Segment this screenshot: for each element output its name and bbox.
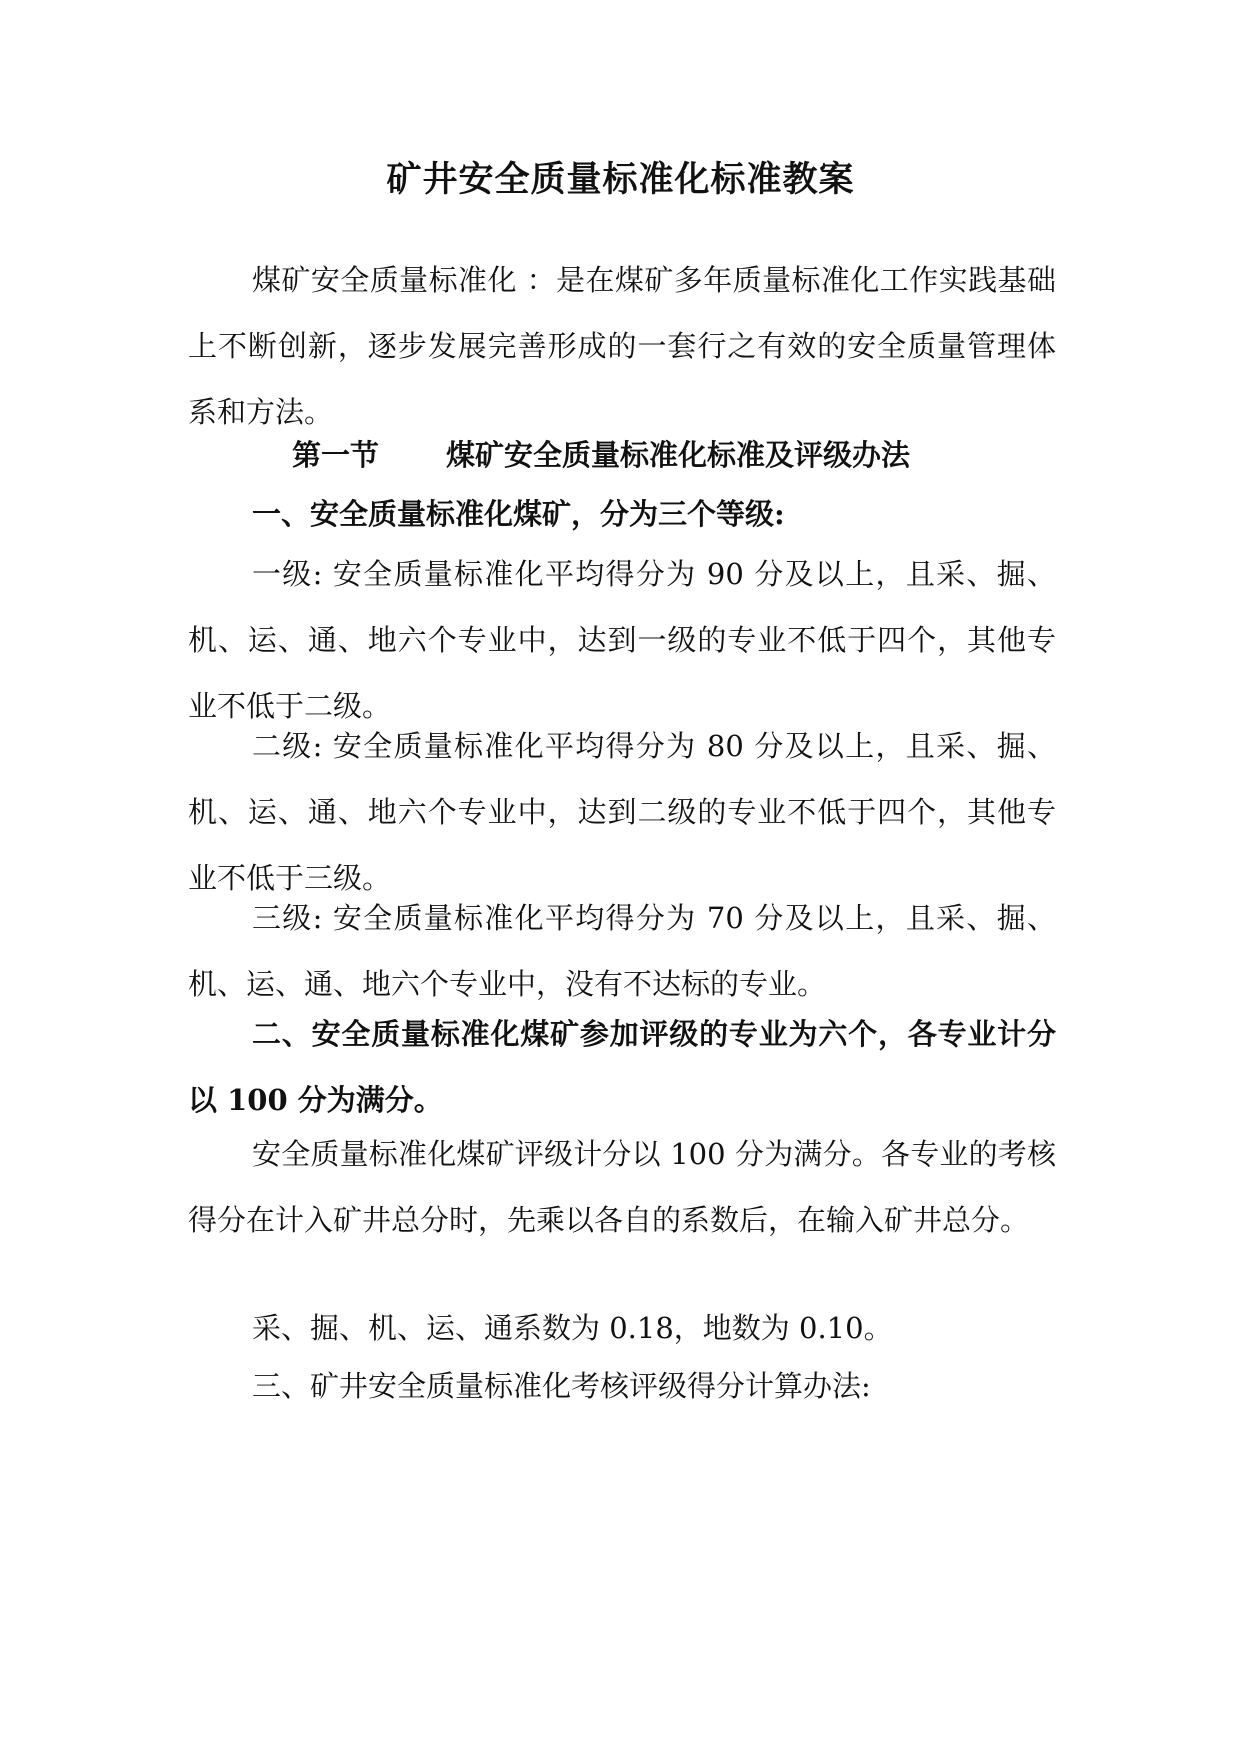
level-1-paragraph: 一级: 安全质量标准化平均得分为 90 分及以上，且采、掘、机、运、通、地六个专业中，达到一级的专业不低于四个，其他专业不低于二级。 (188, 557, 1056, 723)
level-2-paragraph: 二级: 安全质量标准化平均得分为 80 分及以上，且采、掘、机、运、通、地六个专业中，达到二级的专业不低于四个，其他专业不低于三级。 (188, 729, 1056, 895)
section-title: 煤矿安全质量标准化标准及评级办法 (446, 438, 911, 472)
intro-paragraph: 煤矿安全质量标准化 ：是在煤矿多年质量标准化工作实践基础上不断创新，逐步发展完善形成的一套行之有效的安全质量管理体系和方法。 (188, 263, 1056, 429)
heading-disciplines: 二、安全质量标准化煤矿参加评级的专业为六个，各专业计分以 100 分为满分。 (188, 1017, 1056, 1117)
level-3-paragraph: 三级: 安全质量标准化平均得分为 70 分及以上，且采、掘、机、运、通、地六个专业中，没有不达标的专业。 (188, 901, 1056, 1001)
document-title: 矿井安全质量标准化标准教案 (386, 159, 855, 200)
section-heading (292, 427, 1092, 483)
scoring-paragraph: 安全质量标准化煤矿评级计分以 100 分为满分。各专业的考核得分在计入矿井总分时，先乘以各自的系数后，在输入矿井总分。 (188, 1137, 1056, 1237)
coefficients-line: 采、掘、机、运、通系数为 0.18，地数为 0.10。 (252, 1311, 893, 1345)
section-number: 第一节 (292, 438, 380, 472)
heading-calculation: 三、矿井安全质量标准化考核评级得分计算办法: (252, 1369, 871, 1403)
heading-grades: 一、安全质量标准化煤矿，分为三个等级: (252, 497, 785, 531)
